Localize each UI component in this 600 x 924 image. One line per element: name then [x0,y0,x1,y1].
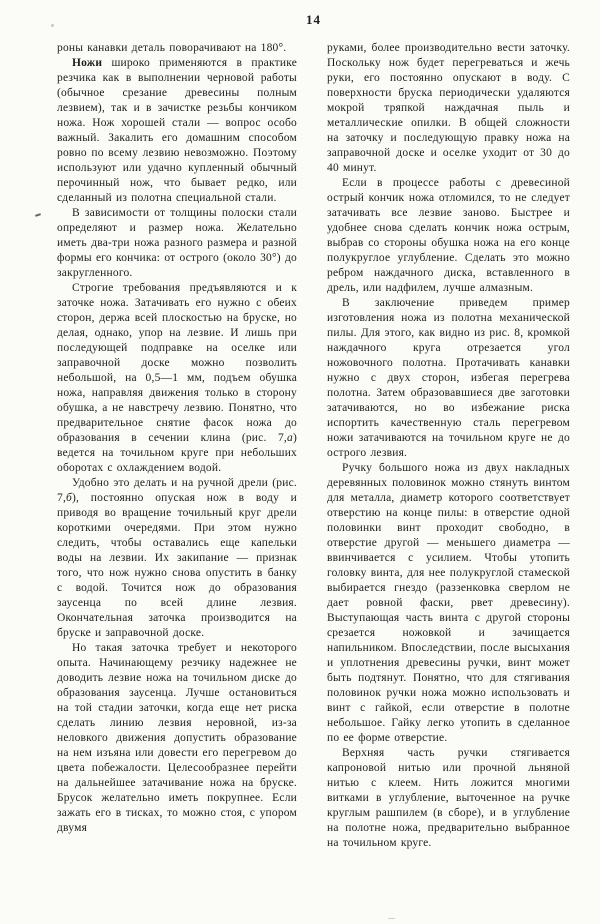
text-run: Но такая заточка требует и некоторого опыта. Начинающему резчику надежнее не доводить лезвие ножа на точильном диске до образования заусенца. Лучше остановиться на той стадии заточки, когда еще нет риска сделать линию лезвия неровной, из-за неловкого движения допустить образование на нем изъяна или довести его перегревом до цвета побежалости. Целесообразнее перейти на дальнейшее затачивание ножа на бруске. Брусок желательно иметь покрупнее. Если зажать его в тисках, то можно стоя, с упором двумя [57,642,297,834]
text-run: роны канавки деталь поворачивают на 180°. [57,42,287,54]
scan-artifact [388,918,395,919]
scan-artifact [51,24,54,27]
text-run: Верхняя часть ручки стягивается капроновой нитью или прочной льняной нитью с клеем. Нить ложится многими витками в углубление, выточенное на ручке круглым рашпилем (в сборе), и в углубление на полотне ножа, предварительно выбранное на точильном круге. [327,747,570,849]
scan-artifact [35,213,41,217]
paragraph [57,56,297,206]
paragraph [327,41,570,176]
text-run: В зависимости от толщины полоски стали определяют и размер ножа. Желательно иметь два-три ножа разного размера и разной формы его кончика: от острого (около 30°) до закругленного. [57,207,297,279]
paragraph [57,41,297,56]
page-number: 14 [306,12,321,27]
right-column [327,41,570,851]
text-run: Ножи [72,57,103,69]
text-run: ) ведется на точильном круге при небольших оборотах с охлаждением водой. [57,432,297,474]
text-run: руками, более производительно вести заточку. Поскольку нож будет перегреваться и жечь руки, его постоянно опускают в воду. С поверхности бруска периодически удаляются мокрой тряпкой наждачная пыль и металлические опилки. В общей сложности на заточку и последующую правку ножа на заправочной доске и оселке уходит от 30 до 40 минут. [327,42,570,174]
paragraph [57,206,297,281]
paragraph [57,281,297,476]
paragraph [57,641,297,836]
text-run: широко применяются в практике резчика как в выполнении черновой работы (обычное срезание древесины полным лезвием), так и в зачистке резьбы кончиком ножа. Нож хорошей стали — вопрос особо важный. Закалить его домашним способом ровно по всему лезвию невозможно. Поэтому используют или удачно купленный обычный перочинный нож, что бывает редко, или сделанный из полотна специальной стали. [57,57,297,204]
paragraph [57,476,297,641]
paragraph [327,176,570,296]
paragraph [327,746,570,851]
text-run: Если в процессе работы с древесиной острый кончик ножа отломился, то не следует затачивать все лезвие заново. Быстрее и удобнее снова сделать кончик ножа острым, выбрав со стороны обушка ножа на его конце полукруглое углубление. Сделать это можно ребром наждачного диска, вставленного в дрель, или надфилем, лучше алмазным. [327,177,570,294]
text-run: Ручку большого ножа из двух накладных деревянных половинок можно стянуть винтом для металла, диаметр которого соответствует отверстию на конце пилы: в отверстие одной половинки винт проходит свободно, в отверстие другой — меньшего диаметра — ввинчивается с усилием. Чтобы утопить головку винта, для нее полукруглой стамеской выбирается гнездо (раззенковка сверлом не дает ровной фаски, рвет древесину). Выступающая часть винта с другой стороны срезается ножовкой и зачищается напильником. Впоследствии, после высыхания и уплотнения древесины ручки, винт может быть подтянут. Понятно, что для стягивания половинок ручки ножа можно использовать и винт с гайкой, если отверстие в полотне небольшое. Гайку легко утопить в сделанное по ее форме отверстие. [327,462,570,744]
text-run: В заключение приведем пример изготовления ножа из полотна механической пилы. Для этого, как видно из рис. 8, кромкой наждачного круга отрезается угол ножовочного полотна. Протачивать канавки нужно с двух сторон, избегая перегрева полотна. Затем образовавшиеся две заготовки затачиваются, но во избежание риска испортить качественную сталь перегревом ножи затачиваются на точильном круге не до острого лезвия. [327,297,570,459]
text-run: Строгие требования предъявляются и к заточке ножа. Затачивать его нужно с обеих сторон, держа всей плоскостью на бруске, но делая, однако, упор на лезвие. И лишь при последующей подправке на оселке или заправочной доске можно позволить небольшой, на 0,5—1 мм, подъем обушка ножа, направляя движения только в сторону обушка, а не навстречу лезвию. Понятно, что предварительное снятие фасок ножа до образования в сечении клина (рис. 7, [57,282,297,444]
text-run: Удобно это делать и на ручной дрели (рис. 7, [57,477,297,504]
text-run: а [287,432,293,444]
paragraph [327,296,570,461]
left-column [57,41,297,851]
text-run: б [66,492,73,504]
text-columns [57,41,570,851]
text-run: ), постоянно опуская нож в воду и приводя во вращение точильный круг дрели короткими очередями. При этом нужно следить, чтобы оставались еще капельки воды на лезвии. Их закипание — признак того, что нож нужно снова опустить в банку с водой. Точится нож до образования заусенца по всей длине лезвия. Окончательная заточка производится на бруске и заправочной доске. [57,492,297,639]
paragraph [327,461,570,746]
